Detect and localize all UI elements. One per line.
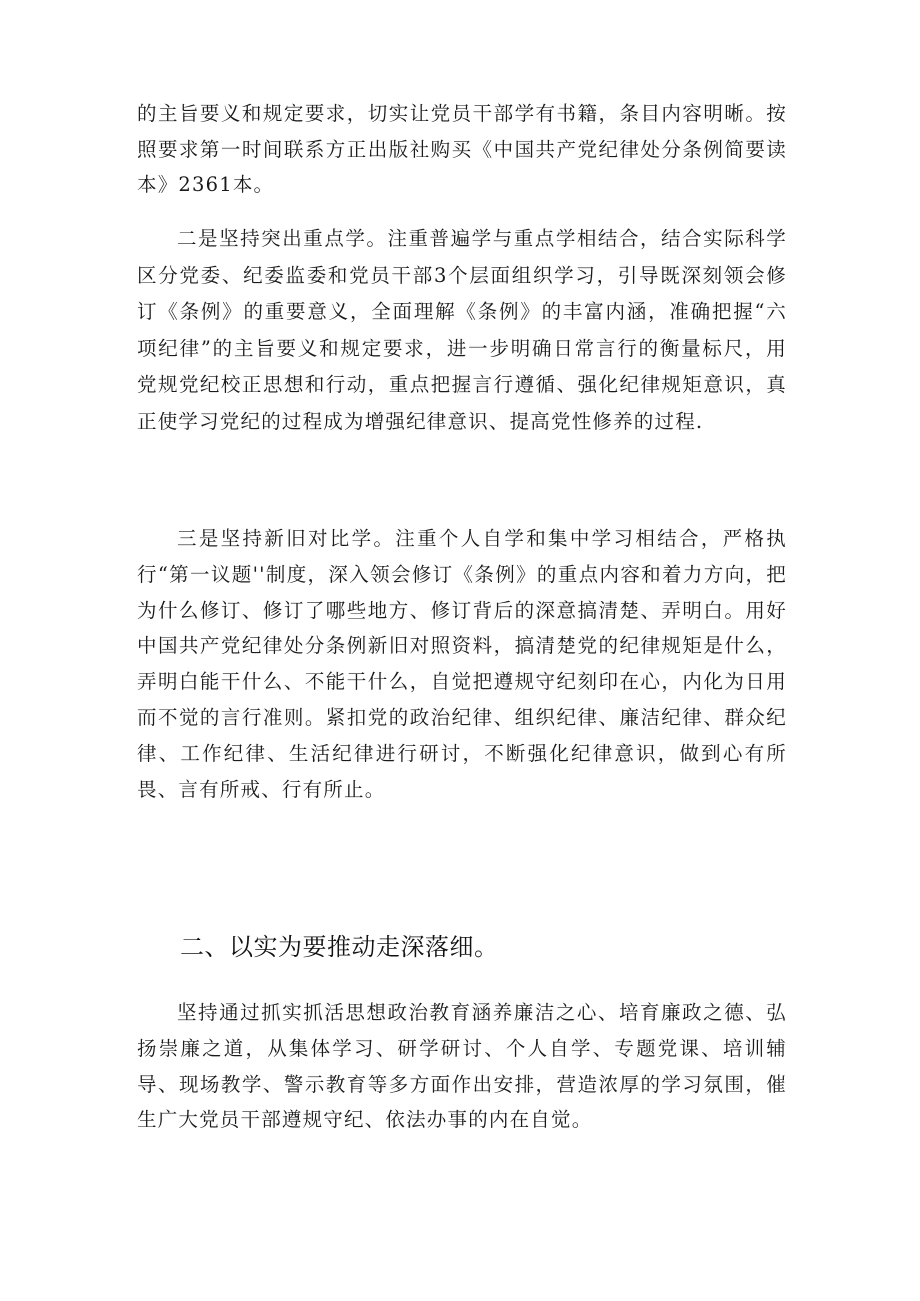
paragraph-comparison-study: 三是坚持新旧对比学。注重个人自学和集中学习相结合，严格执行“第一议题''制度，深入领会修订《条例》的重点内容和着力方向，把为什么修订、修订了哪些地方、修订背后的深意搞清楚、弄明白。用好中国共产党纪律处分条例新旧对照资料，搞清楚党的纪律规矩是什么，弄明白能干什么、不能干什么，自觉把遵规守纪刻印在心，内化为日用而不觉的言行准则。紧扣党的政治纪律、组织纪律、廉洁纪律、群众纪律、工作纪律、生活纪律进行研讨，不断强化纪律意识，做到心有所畏、言有所戒、行有所止。: [137, 527, 787, 801]
paragraph-focus-study: 二是坚持突出重点学。注重普遍学与重点学相结合，结合实际科学区分党委、纪委监委和党员干部3个层面组织学习，引导既深刻领会修订《条例》的重要意义，全面理解《条例》的丰富内涵，准确把握“六项纪律”的主旨要义和规定要求，进一步明确日常言行的衡量标尺，用党规党纪校正思想和行动，重点把握言行遵循、强化纪律规矩意识，真正使学习党纪的过程成为增强纪律意识、提高党性修养的过程.: [137, 227, 787, 433]
paragraph-practical-education: 坚持通过抓实抓活思想政治教育涵养廉洁之心、培育廉政之德、弘扬崇廉之道，从集体学习、研学研讨、个人自学、专题党课、培训辅导、现场教学、警示教育等多方面作出安排，营造浓厚的学习氛围，催生广大党员干部遵规守纪、依法办事的内在自觉。: [137, 1001, 787, 1132]
section-heading: 二、以实为要推动走深落细。: [180, 933, 499, 961]
paragraph-continuation: 的主旨要义和规定要求，切实让党员干部学有书籍，条目内容明晰。按照要求第一时间联系方正出版社购买《中国共产党纪律处分条例简要读本》2361本。: [137, 102, 787, 196]
